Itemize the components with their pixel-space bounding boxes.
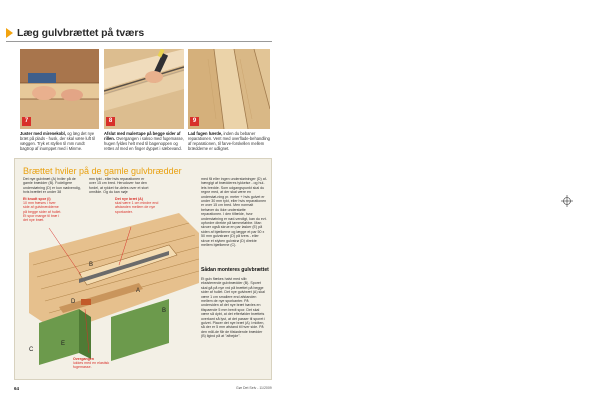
mounting-subheading: Sådan monteres gulvbrættet <box>201 267 269 273</box>
step-number-badge: 7 <box>22 117 31 126</box>
step-number-badge: 9 <box>190 117 199 126</box>
arrow-icon <box>6 28 13 38</box>
callout-transition-title: Overgangen <box>73 357 94 361</box>
label-c: C <box>29 347 34 353</box>
label-d: D <box>71 299 76 305</box>
label-e: E <box>61 341 66 347</box>
step-caption-lead: Juster med mirenekobl, <box>20 131 66 136</box>
step-number-badge: 8 <box>106 117 115 126</box>
callout-groove-text: 10 mm fræses i hver side af gulvbrædderne på begge sider af hullet. Et spor mange til bræ i det nye bræt. <box>23 201 62 223</box>
step-caption-text: inden du bebaner reparationen. Vent med overflade-behandling af reparationen, til farve-forskellen mellem brædderne er udlignet. <box>188 131 270 151</box>
step-caption-lead: Lad fugen hærde, <box>188 131 223 136</box>
callout-transition <box>73 357 113 370</box>
step-caption-text: og læg det nye bræt på plads - husk, der skal være luft til væggen. Tryk et styllen til mm rundt bagtrop af inumppet med i Minme. <box>20 131 96 151</box>
step-photo-8 <box>104 49 184 129</box>
step-caption-text: Overgangen i sakso med fugemasse, hugen fyldes helt med til bagenoppen og rettes af med en finger dyppet i sæbevand. <box>104 136 184 151</box>
body-text-col-3: med få eller ingen understøtninger (D) af-hængigt af brædderes tykkelse - og hul-lets bredde. Som udgangspunkt skal du regne med, at der skal være en understøt-ning pr. meter + hvis gulvet er under 30 mm tykt, eller hvis reparationen er over 15 cm bred. Men normalt behøver du ikke understøtte reparationen. I den tilfælde, hvor understøtning er nød-vendigt, kan du evt. opfordre direkte på tømmeløbbe. Man skruer også skrue en par lasker (E) på siden af bjælkerne og lægge et par 50 x 50 mm gulvstrøer (D) på tvers - eller skrue et styken gulvstrø (D) direkte mellem bjælkerne (C). <box>201 177 267 248</box>
step-photo-9 <box>188 49 270 129</box>
body-text-col-1: Det nye gulvbræt (A) hviler på de gamle brædder (B). Fodeligere understøtning (D) er kun nødvendig, hvis brættet er under 38 <box>23 177 81 195</box>
label-b-right: B <box>162 308 167 314</box>
body-text-col-2: mm tykt - eller hvis reparationen er over 15 cm bred. Herudover har den fordel, at rykket for-deles over et stort område. Og du kan nøje <box>89 177 149 195</box>
callout-groove-title: Et knudt spor (i) <box>23 197 51 201</box>
floorboard-diagram <box>19 213 199 373</box>
callout-new-board <box>115 197 165 214</box>
step-caption-lead: Afslut med malertape på begge sider af rillen. <box>104 131 181 141</box>
page-title: Læg gulvbrættet på tværs <box>17 27 145 39</box>
body-text-col-4: Et gulv flækes halvt med slib eksisterende gulvbrædder (B). Sporet skal gå på nye vrd på brættet på begge sider af hullet. Det nye gulvbræt (A) skal være 1 cm smallere end afstanden mellem de nye sporkanter. På undersiden af det nye bræt høvles en tilspaende 5 mm bredt spor. Det skal være så dybt, at det efterfølder brættets overkant så lyst, at det passer til sporet i gulvet. Placer det nye bræt (A) i midten, så der er 5 mm afstand til hver side. På den mål-de får de tilstødende brædder (B) ligind på at "afbejde". <box>201 277 266 339</box>
callout-new-board-title: Det nye bræt (A) <box>115 197 143 201</box>
step-photo-7 <box>20 49 99 129</box>
page-number: 64 <box>14 386 20 391</box>
page-header <box>6 26 270 40</box>
footer-source: Gør Det Selv - 11/2009 <box>236 386 272 390</box>
callout-groove <box>23 197 63 222</box>
step-caption-7 <box>20 131 99 151</box>
label-b-left: B <box>89 262 94 268</box>
header-divider <box>6 41 272 42</box>
info-box-title: Brættet hviler på de gamle gulvbrædder <box>23 166 182 176</box>
step-caption-8 <box>104 131 184 151</box>
callout-new-board-text: skal være 1 cm mindre end afstanden mellem de nye sporkanter. <box>115 201 159 214</box>
label-a: A <box>136 288 141 294</box>
registration-mark-icon <box>561 195 573 207</box>
info-box <box>14 158 272 380</box>
callout-transition-text: lukkes med en elastisk fugemasse. <box>73 361 110 370</box>
photo-strip <box>20 49 270 129</box>
step-caption-9 <box>188 131 270 151</box>
